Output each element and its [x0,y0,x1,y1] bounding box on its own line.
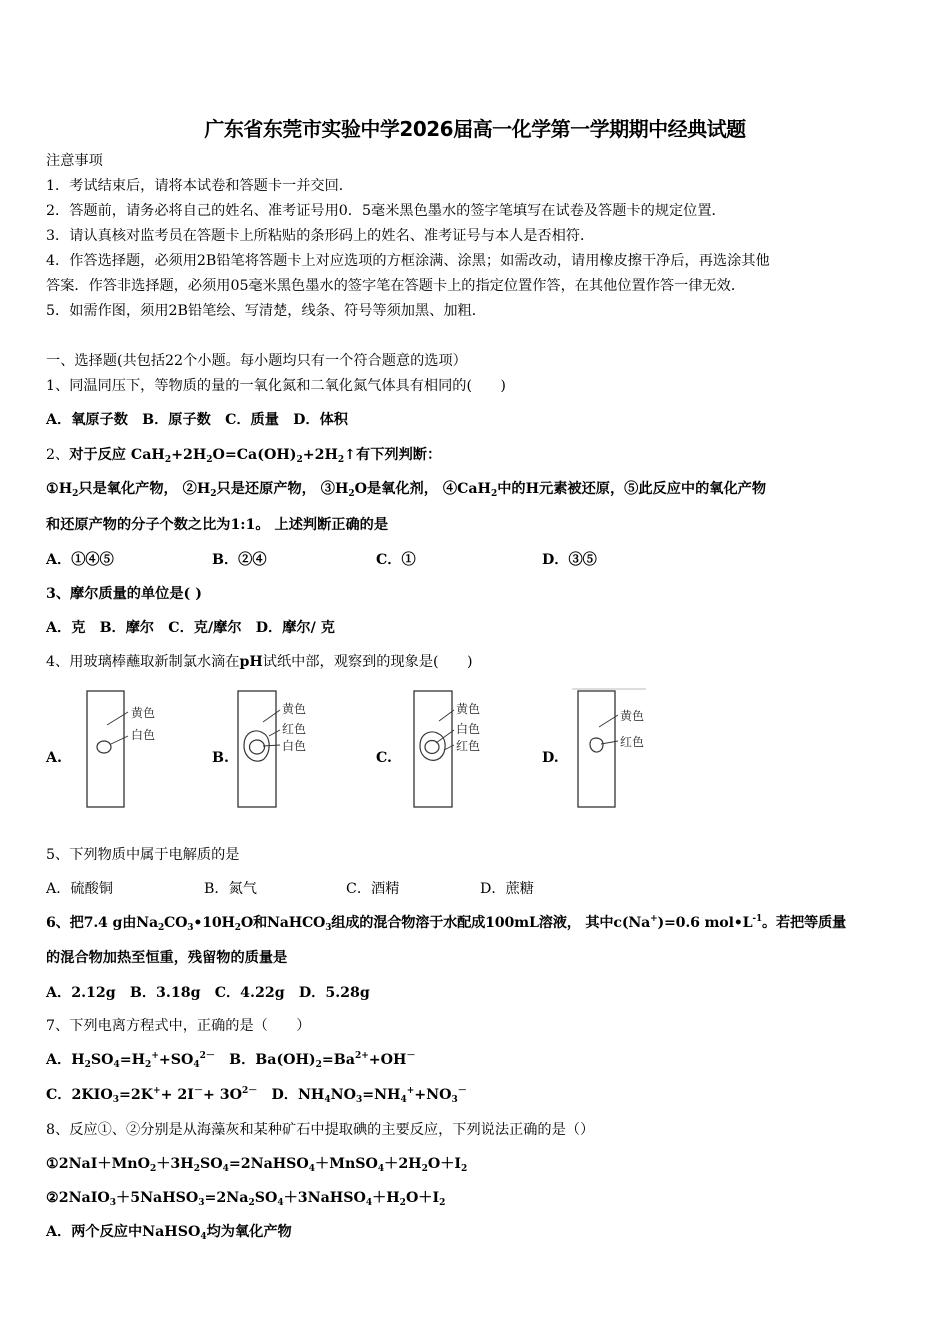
q7-sub: 4 [400,1095,407,1105]
fig-c-label-2: 白色 [456,722,481,736]
q6-sup: -1 [752,914,763,924]
q7-sup: － [406,1051,416,1061]
ph-strip-figure-a [80,688,190,810]
q4-text: 4、用玻璃棒蘸取新制氯水滴在 [46,654,240,670]
outer-ring [420,732,445,760]
q6-text: )=0.6 mol•L [657,915,753,931]
question-5-option-d: D．蔗糖 [480,881,534,897]
fig-d-label-2: 红色 [620,735,645,749]
spot-ring [97,741,111,753]
fig-a-label-1: 黄色 [131,706,156,720]
notice-item-5: 5．如需作图，须用2B铅笔绘、写清楚，线条、符号等须加黑、加粗． [46,303,486,319]
q7-sup: 2+ [354,1051,369,1061]
question-7-stem: 7、下列电离方程式中，正确的是（ ） [46,1018,311,1034]
q7-sup: 2－ [242,1086,258,1096]
leader-line [269,730,280,736]
q7-text: +OH [368,1052,407,1068]
question-8-reaction-1 [46,1154,910,1174]
q8-text: ＋MnSO [315,1156,378,1172]
q7-sup: － [193,1086,203,1096]
q8-sub: 4 [222,1164,229,1174]
q6-sub: 3 [187,923,194,933]
q2-text: ↑有下列判断： [344,447,442,463]
q8-sub: 2 [193,1164,200,1174]
question-5-option-a: A．硫酸铜 [46,881,113,897]
q8-text: 均为氧化产物 [206,1224,292,1240]
q8-sub: 4 [277,1198,284,1208]
q7-sup: 2－ [199,1051,215,1061]
figure-label-a: A. [46,750,62,766]
q8-text: =2Na [204,1190,249,1206]
q2-sub: 2 [348,489,355,499]
q7-sup: － [457,1086,467,1096]
q2-sub: 2 [164,455,172,465]
ph-strip-figure-b [230,688,350,810]
q8-text: ＋3H [156,1156,194,1172]
q7-text: + 3O [202,1087,243,1103]
q4-ph: pH [239,654,263,670]
q7-text: +SO [158,1052,194,1068]
leader-line [111,736,128,744]
q8-text: SO [199,1156,223,1172]
q8-sub: 4 [365,1198,373,1208]
q6-text: CO [164,915,188,931]
q8-sub: 3 [198,1198,205,1208]
notice-item-2: 2．答题前，请务必将自己的姓名、准考证号用0．5毫米黑色墨水的签字笔填写在试卷及答题卡的规定位置． [46,203,726,219]
q6-sub: 2 [157,923,165,933]
q8-text: O＋I [405,1190,440,1206]
q7-sup: + [406,1086,415,1096]
q7-text: D．NH [257,1087,325,1103]
q7-text: A．H [46,1052,85,1068]
notice-item-4: 4．作答选择题，必须用2B铅笔将答题卡上对应选项的方框涂满、涂黑；如需改动，请用橡皮擦干净后，再选涂其他 [46,253,770,269]
notice-item-1: 1．考试结束后，请将本试卷和答题卡一并交回． [46,178,353,194]
page-title: 广东省东莞市实验中学2026届高一化学第一学期期中经典试题 [204,117,746,141]
fig-c-label-3: 红色 [456,739,481,753]
figure-label-c: C. [376,750,392,766]
fig-b-label-3: 白色 [282,739,307,753]
question-6-options: A．2.12g B．3.18g C．4.22g D．5.28g [46,985,370,1001]
q6-sup: + [650,914,658,924]
question-1-options: A．氧原子数 B．原子数 C．质量 D．体积 [46,412,348,428]
figure-label-b: B. [212,750,229,766]
notice-item-3: 3．请认真核对监考员在答题卡上所粘贴的条形码上的姓名、准考证号与本人是否相符． [46,228,595,244]
q8-sub: 2 [461,1164,468,1174]
notice-item-4-cont: 答案．作答非选择题，必须用05毫米黑色墨水的签字笔在答题卡上的指定位置作答，在其他位置作答一律无效． [46,278,746,294]
q7-sub: 2 [84,1060,91,1070]
q2-sub: 2 [337,455,345,465]
q7-text: + 2I [160,1087,194,1103]
question-5-option-c: C．酒精 [346,881,400,897]
q2-sub: 2 [210,489,217,499]
section-heading: 一、选择题(共包括22个小题。每小题均只有一个符合题意的选项） [46,353,467,369]
q7-text: =NH [362,1087,401,1103]
q2-stmt: 只是氧化产物， ②H [78,481,211,497]
question-2-option-c: C．① [376,552,416,568]
question-1-stem: 1、同温同压下，等物质的量的一氧化氮和二氧化氮气体具有相同的( ) [46,378,506,394]
fig-d-label-1: 黄色 [620,709,645,723]
q8-text: SO [254,1190,278,1206]
q6-text: •10H [193,915,235,931]
fig-b-label-1: 黄色 [282,702,307,716]
q8-text: A．两个反应中NaHSO [46,1224,201,1240]
q2-text: +2H [171,447,207,463]
q8-text: =2NaHSO [228,1156,309,1172]
q7-text: =2K [118,1087,154,1103]
ph-strip [87,691,124,807]
question-3-stem: 3、摩尔质量的单位是( ) [46,586,202,602]
q8-sub: 2 [399,1198,406,1208]
q6-text: 。若把等质量 [762,915,846,931]
fig-b-label-2: 红色 [282,722,307,736]
q7-text: NO [330,1087,356,1103]
question-5-option-b: B．氮气 [204,881,257,897]
q8-text: O＋I [427,1156,462,1172]
ph-strip [578,691,615,807]
q8-text: ＋3NaHSO [283,1190,366,1206]
q2-sub: 2 [490,489,498,499]
question-5-stem: 5、下列物质中属于电解质的是 [46,847,240,863]
q2-stmt: ①H [46,481,73,497]
question-2-option-d: D．③⑤ [542,552,597,568]
question-6-stem [46,913,910,933]
ph-strip-figure-c [406,688,526,810]
leader-line [107,712,128,725]
leader-line [263,745,280,746]
q7-sub: 3 [355,1095,363,1105]
question-2-option-a: A．①④⑤ [46,552,114,568]
fig-c-label-1: 黄色 [456,702,481,716]
q2-stmt: 中的H元素被还原，⑤此反应中的氧化产物 [497,481,767,497]
question-7-options-ab [46,1050,910,1070]
q2-sub: 2 [72,489,79,499]
question-8-option-a [46,1222,910,1242]
q7-sub: 3 [112,1095,119,1105]
q7-sub: 4 [193,1060,200,1070]
q8-sub: 2 [439,1198,446,1208]
q7-text: =H [119,1052,146,1068]
q7-sub: 3 [451,1095,458,1105]
q6-text: O和NaHCO [240,915,326,931]
q8-sub: 4 [377,1164,385,1174]
q6-text: 6、把7.4 g由Na [46,915,158,931]
question-2-statements-cont: 和还原产物的分子个数之比为1:1。 上述判断正确的是 [46,517,389,533]
q8-text: ＋5NaHSO [116,1190,199,1206]
question-6-stem-cont: 的混合物加热至恒重，残留物的质量是 [46,950,288,966]
notice-heading: 注意事项 [46,153,103,169]
q8-sub: 2 [421,1164,428,1174]
q7-text: SO [90,1052,114,1068]
question-2-option-b: B．②④ [212,552,267,568]
question-2-statements [46,479,910,499]
q7-sup: + [153,1086,161,1096]
q8-text: ＋2H [384,1156,422,1172]
question-7-options-cd [46,1085,910,1105]
question-8-stem: 8、反应①、②分别是从海藻灰和某种矿石中提取碘的主要反应，下列说法正确的是（） [46,1122,595,1138]
q7-sup: + [151,1051,159,1061]
q8-text: ＋H [372,1190,400,1206]
spot-ring [590,738,603,752]
q8-sub: 2 [248,1198,255,1208]
question-4-stem [46,652,910,672]
q2-num: 2、 [46,447,70,463]
fig-a-label-2: 白色 [131,728,156,742]
q6-sub: 2 [234,923,241,933]
q2-sub: 2 [206,455,213,465]
inner-ring [250,740,265,754]
q4-text: 试纸中部，观察到的现象是( ) [262,654,473,670]
q2-sub: 2 [296,455,303,465]
q8-sub: 2 [149,1164,157,1174]
q2-stmt: O是氧化剂， ④CaH [354,481,491,497]
question-8-reaction-2 [46,1188,910,1208]
q7-sub: 4 [324,1095,331,1105]
q8-text: ①2NaI＋MnO [46,1156,150,1172]
q7-sub: 4 [113,1060,120,1070]
q7-text: C．2KIO [46,1087,113,1103]
question-2-stem [46,445,910,465]
ph-strip-figure-d [568,686,688,810]
figure-label-d: D. [542,750,559,766]
q7-sub: 2 [145,1060,152,1070]
q7-text: B．Ba(OH) [214,1052,316,1068]
q2-text: 对于反应 CaH [69,447,165,463]
q7-text: +NO [414,1087,452,1103]
q2-text: O=Ca(OH) [212,447,297,463]
q8-sub: 3 [109,1198,117,1208]
q7-text: =Ba [321,1052,355,1068]
q2-text: +2H [302,447,338,463]
q8-sub: 4 [308,1164,316,1174]
leader-line [263,710,280,722]
question-3-options: A．克 B．摩尔 C．克/摩尔 D．摩尔/ 克 [46,620,335,636]
q6-text: 组成的混合物溶于水配成100mL溶液， 其中c(Na [331,915,651,931]
q7-sub: 2 [315,1060,322,1070]
q8-sub: 4 [200,1232,207,1242]
q8-text: ②2NaIO [46,1190,110,1206]
q2-stmt: 只是还原产物， ③H [216,481,349,497]
q6-sub: 3 [325,923,332,933]
